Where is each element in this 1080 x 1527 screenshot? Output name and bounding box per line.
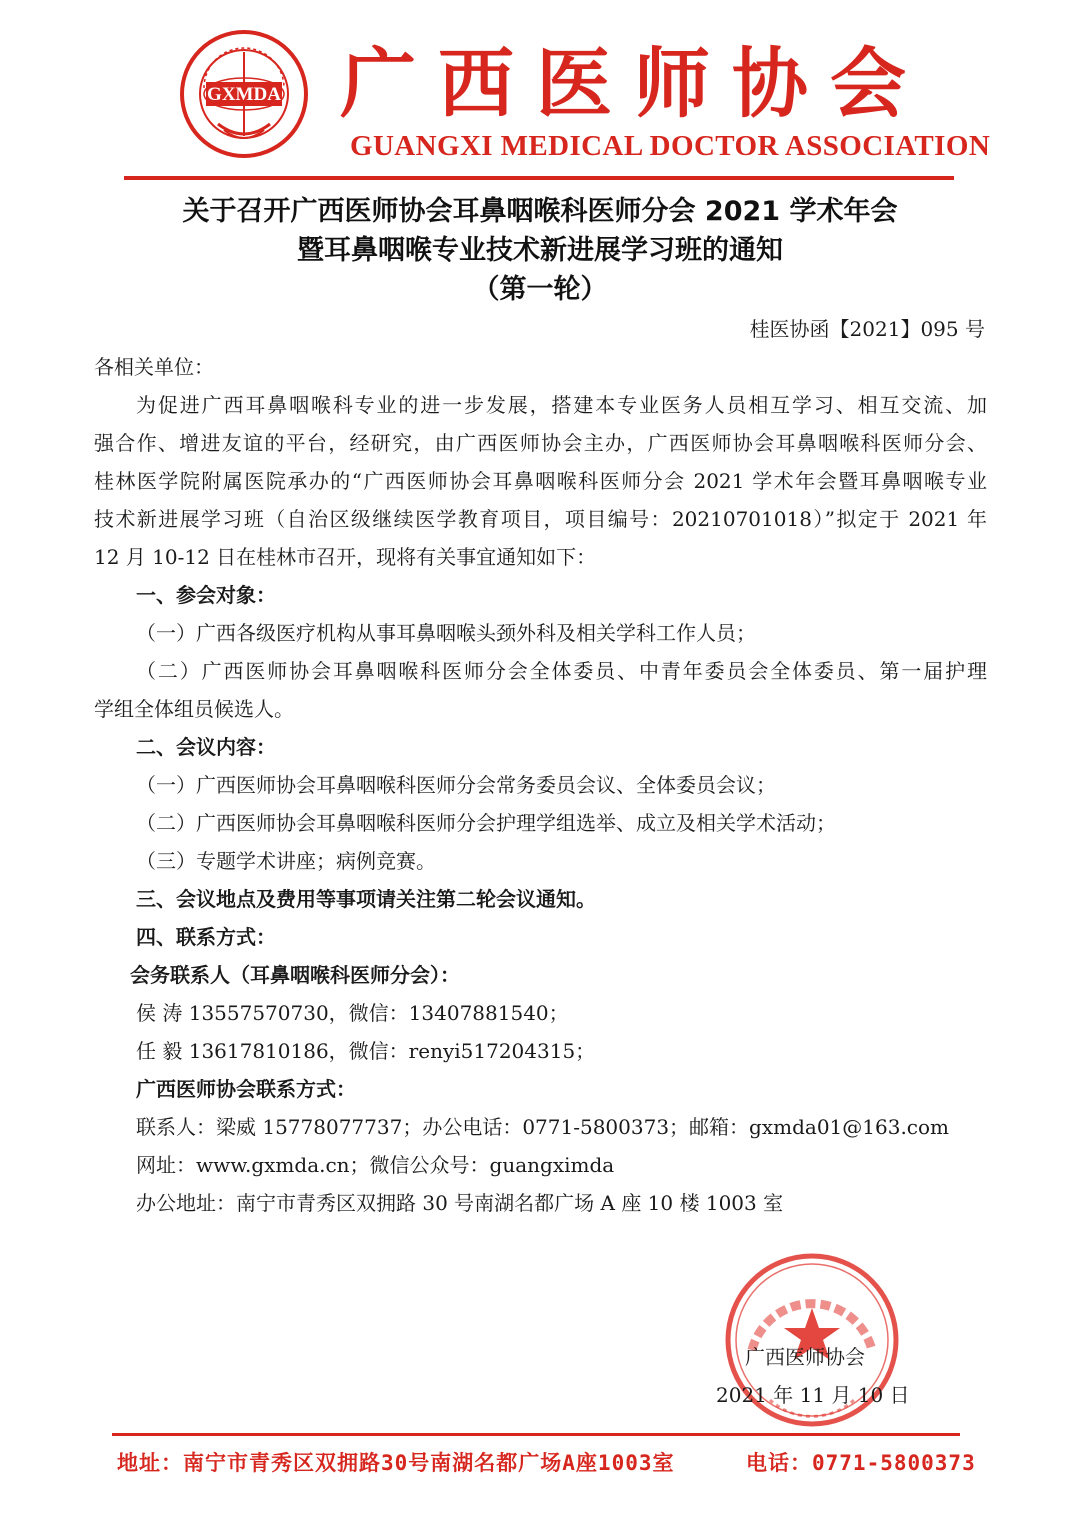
salutation: 各相关单位： — [94, 355, 214, 379]
association-contact-heading: 广西医师协会联系方式： — [136, 1077, 356, 1101]
notice-title-line1: 关于召开广西医师协会耳鼻咽喉科医师分会 2021 学术年会 — [182, 196, 898, 227]
attendee-item-continued: 学组全体组员候选人。 — [94, 697, 294, 721]
intro-line: 技术新进展学习班（自治区级继续医学教育项目，项目编号：20210701018）”拟定于 2021 年 — [94, 507, 987, 531]
org-name-cn: 广西医师协会 — [340, 39, 928, 128]
intro-line: 强合作、增进友谊的平台，经研究，由广西医师协会主办，广西医师协会耳鼻咽喉科医师分会、 — [94, 431, 987, 455]
association-contact: 联系人：梁威 15778077737；办公电话：0771-5800373；邮箱：gxmda01@163.com — [136, 1115, 950, 1139]
section-heading-attendees: 一、参会对象： — [136, 583, 276, 607]
association-website: 网址：www.gxmda.cn；微信公众号：guangximda — [136, 1153, 615, 1177]
content-item: （一）广西医师协会耳鼻咽喉科医师分会常务委员会议、全体委员会议； — [136, 773, 776, 797]
signature-date: 2021 年 11 月 10 日 — [716, 1383, 910, 1407]
header-divider — [124, 176, 954, 180]
attendee-item: （一）广西各级医疗机构从事耳鼻咽喉头颈外科及相关学科工作人员； — [136, 621, 756, 645]
notice-title-round: （第一轮） — [472, 274, 608, 305]
association-address: 办公地址：南宁市青秀区双拥路 30 号南湖名都广场 A 座 10 楼 1003 室 — [136, 1191, 784, 1215]
contact-person: 任 毅 13617810186，微信：renyi517204315； — [136, 1039, 596, 1063]
section-heading-content: 二、会议内容： — [136, 735, 276, 759]
footer-phone: 电话：0771-5800373 — [746, 1451, 976, 1475]
document-number: 桂医协函【2021】095 号 — [749, 317, 985, 341]
signature-organization: 广西医师协会 — [745, 1345, 865, 1369]
content-item: （二）广西医师协会耳鼻咽喉科医师分会护理学组选举、成立及相关学术活动； — [136, 811, 836, 835]
contact-person: 侯 涛 13557570730，微信：13407881540； — [136, 1001, 569, 1025]
footer-divider — [112, 1433, 960, 1436]
section-heading-venue: 三、会议地点及费用等事项请关注第二轮会议通知。 — [136, 887, 596, 911]
org-name-en: GUANGXI MEDICAL DOCTOR ASSOCIATION — [350, 130, 991, 162]
intro-line: 12 月 10-12 日在桂林市召开，现将有关事宜通知如下： — [94, 545, 597, 569]
intro-line: 桂林医学院附属医院承办的“广西医师协会耳鼻咽喉科医师分会 2021 学术年会暨耳鼻咽喉专业 — [94, 469, 987, 493]
contact-heading: 会务联系人（耳鼻咽喉科医师分会）： — [130, 963, 460, 987]
notice-title-line2: 暨耳鼻咽喉专业技术新进展学习班的通知 — [297, 235, 783, 266]
letterhead — [0, 0, 1080, 190]
attendee-item: （二）广西医师协会耳鼻咽喉科医师分会全体委员、中青年委员会全体委员、第一届护理 — [136, 659, 987, 683]
footer-address: 地址：南宁市青秀区双拥路30号南湖名都广场A座1003室 — [117, 1451, 675, 1475]
svg-text:GXMDA: GXMDA — [207, 84, 281, 105]
section-heading-contact: 四、联系方式： — [136, 925, 276, 949]
association-logo-icon — [178, 28, 310, 160]
intro-line: 为促进广西耳鼻咽喉科专业的进一步发展，搭建本专业医务人员相互学习、相互交流、加 — [136, 393, 987, 417]
content-item: （三）专题学术讲座；病例竞赛。 — [136, 849, 436, 873]
